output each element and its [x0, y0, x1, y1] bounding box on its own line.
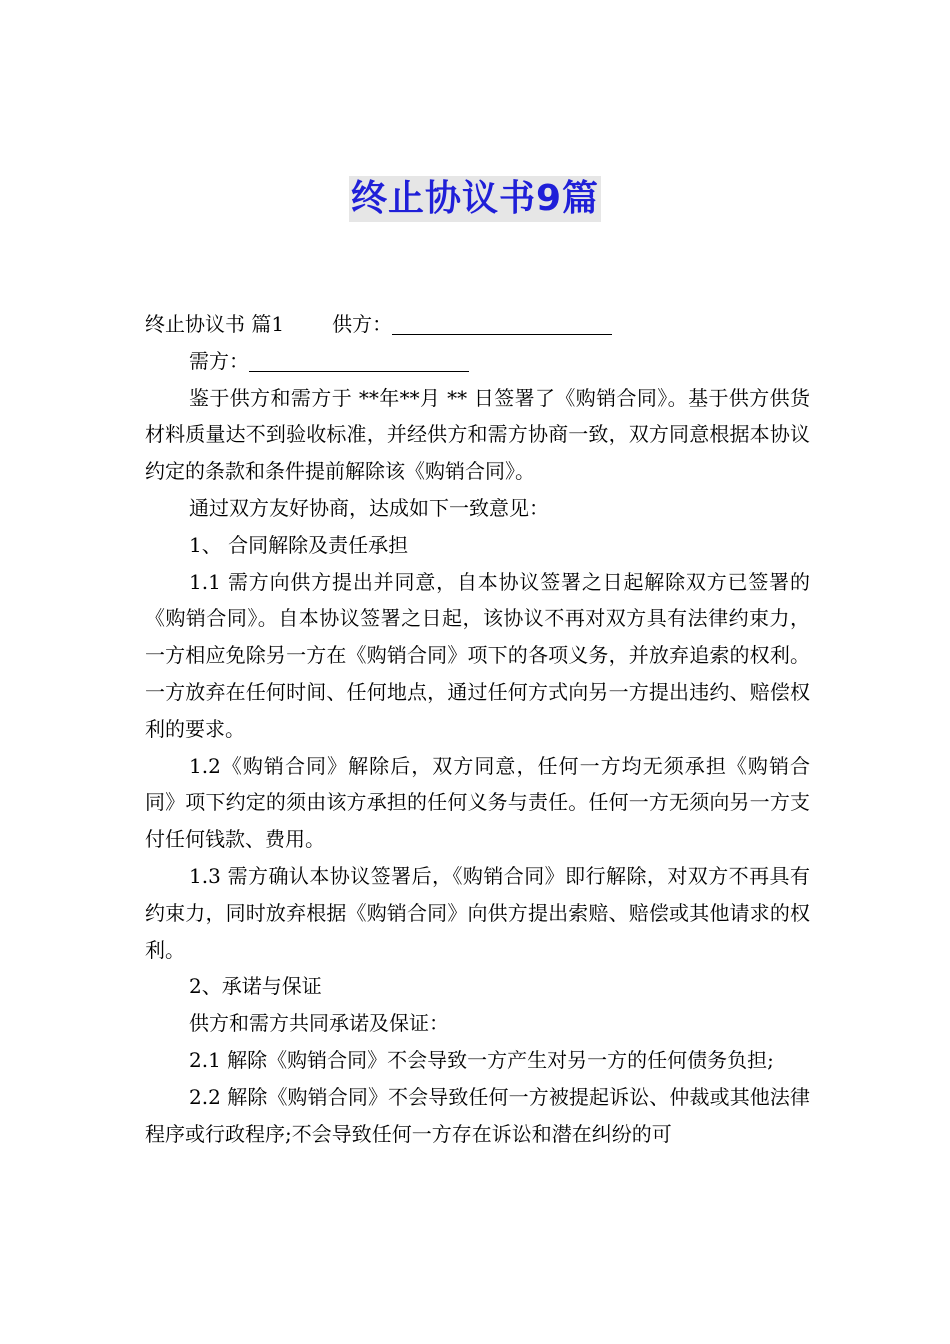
buyer-blank — [249, 349, 469, 372]
agreement-heading: 终止协议书 篇1 — [145, 312, 285, 336]
paragraph-joint-promise: 供方和需方共同承诺及保证： — [189, 1011, 449, 1036]
supplier-line — [145, 306, 810, 343]
document-body — [145, 306, 810, 1152]
supplier-label: 供方： — [332, 312, 393, 336]
section-heading-1: 1、 合同解除及责任承担 — [189, 532, 409, 557]
clause-2-2: 2.2 解除《购销合同》不会导致任何一方被提起诉讼、仲裁或其他法律程序或行政程序;不会导致任何一方存在诉讼和潜在纠纷的可 — [145, 1084, 810, 1146]
document-title: 终止协议书9篇 — [349, 176, 601, 222]
buyer-label: 需方： — [189, 348, 249, 373]
clause-2-1: 2.1 解除《购销合同》不会导致一方产生对另一方的任何债务负担; — [189, 1047, 774, 1072]
clause-1-3: 1.3 需方确认本协议签署后，《购销合同》即行解除，对双方不再具有约束力，同时放弃根据《购销合同》向供方提出索赔、赔偿或其他请求的权利。 — [145, 863, 810, 962]
section-heading-2: 2、承诺与保证 — [189, 974, 322, 999]
clause-1-1: 1.1 需方向供方提出并同意，自本协议签署之日起解除双方已签署的《购销合同》。自本协议签署之日起，该协议不再对双方具有法律约束力，一方相应免除另一方在《购销合同》项下的各项义务，并放弃追索的权利。一方放弃在任何时间、任何地点，通过任何方式向另一方提出违约、赔偿权利的要求。 — [145, 569, 810, 741]
paragraph-preamble: 鉴于供方和需方于 **年**月 ** 日签署了《购销合同》。基于供方供货材料质量达不到验收标准，并经供方和需方协商一致，双方同意根据本协议约定的条款和条件提前解除该《购销合同》。 — [145, 385, 810, 484]
supplier-blank — [392, 312, 612, 335]
clause-1-2: 1.2《购销合同》解除后，双方同意，任何一方均无须承担《购销合同》项下约定的须由该方承担的任何义务与责任。任何一方无须向另一方支付任何钱款、费用。 — [145, 753, 810, 852]
paragraph-consensus: 通过双方友好协商，达成如下一致意见： — [189, 495, 549, 520]
buyer-line — [145, 343, 810, 380]
title-container — [0, 176, 950, 222]
